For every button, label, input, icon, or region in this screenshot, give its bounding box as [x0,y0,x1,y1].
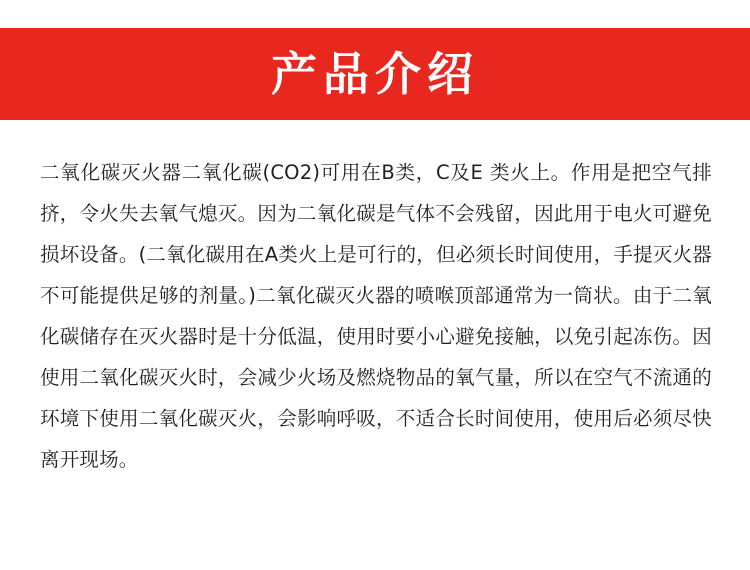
product-description-paragraph: 二氧化碳灭火器二氧化碳(CO2)可用在B类，C及E 类火上。作用是把空气排挤，令火失去氧气熄灭。因为二氧化碳是气体不会残留，因此用于电火可避免损坏设备。(二氧化碳用在A类火上是可行的，但必须长时间使用，手提灭火器不可能提供足够的剂量。)二氧化碳灭火器的喷喉顶部通常为一筒状。由于二氧化碳储存在灭火器时是十分低温，使用时要小心避免接触，以免引起冻伤。因使用二氧化碳灭火时，会减少火场及燃烧物品的氧气量，所以在空气不流通的环境下使用二氧化碳灭火，会影响呼吸，不适合长时间使用，使用后必须尽快离开现场。 [40,161,712,471]
page-title: 产品介绍 [271,47,479,101]
